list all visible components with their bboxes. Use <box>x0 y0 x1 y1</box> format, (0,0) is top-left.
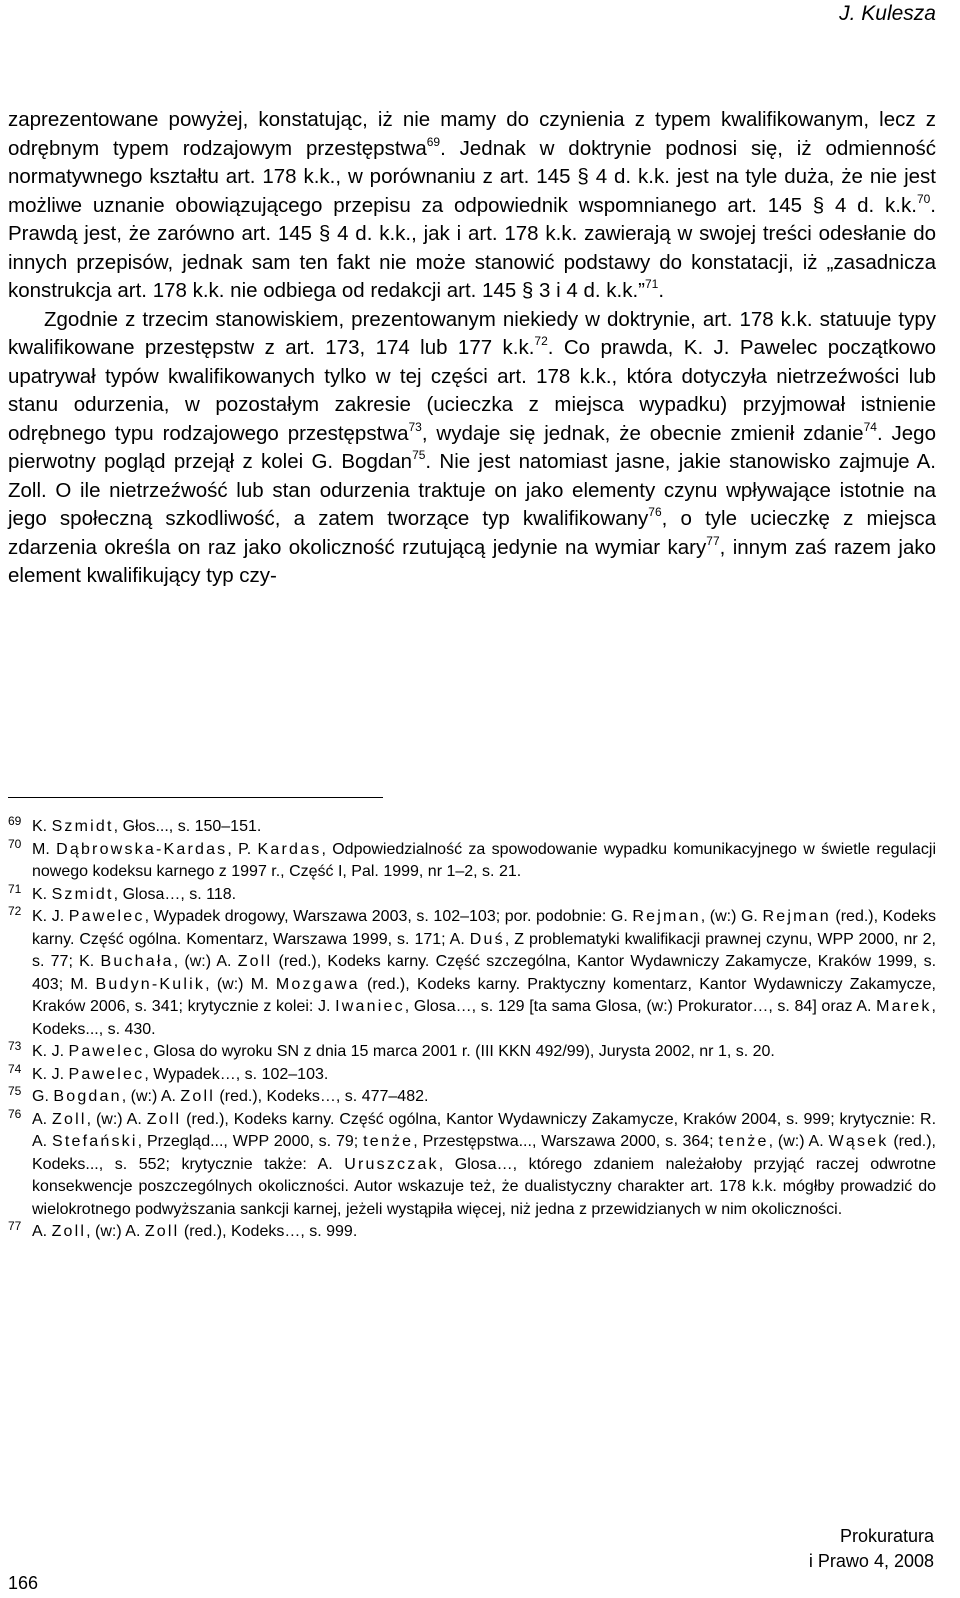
journal-title <box>809 1524 934 1574</box>
footnote-ref-72[interactable]: 72 <box>534 334 548 348</box>
paragraph-2: Zgodnie z trzecim stanowiskiem, prezentowanym niekiedy w doktrynie, art. 178 k.k. statuuje typy kwalifikowane przestępstw z art. 173, 174 lub 177 k.k.$^{72}$. Co prawda, K. J. Pawelec początkowo upatrywał typów kwalifikowanych tylko w tej części art. 178 k.k., która dotyczyła nietrzeźwości lub stanu odurzenia, w pozostałym zakresie (ucieczka z miejsca wypadku) przyjmował istnienie odrębnego typu rodzajowego przestępstwa$^{73}$, wydaje się jednak, że obecnie zmienił zdanie$^{74}$. Jego pierwotny pogląd przejął z kolei G. Bogdan$^{75}$. Nie jest natomiast jasne, jakie stanowisko zajmuje A. Zoll. O ile nietrzeźwość lub stan odurzenia traktuje on jako elementy czynu wpływające istotnie na jego społeczną szkodliwość, a zatem tworzące typ kwalifikowany$^{76}$, o tyle ucieczkę z miejsca zdarzenia określa on raz jako okoliczność rzutującą jedynie na wymiar kary$^{77}$, innym zaś razem jako element kwalifikujący typ czy- <box>8 307 937 587</box>
footnote-ref-71[interactable]: 71 <box>644 277 659 291</box>
footnote-number: 77 <box>8 1219 22 1233</box>
footnote-77: 77 A. Zoll, (w:) A. Zoll (red.), Kodeks…, s. 999. <box>8 1221 936 1244</box>
footnote-number: 71 <box>8 881 22 896</box>
footnote-separator <box>8 797 383 798</box>
journal-name: Prokuratura <box>839 1526 934 1546</box>
footnote-73: 73 K. J. Pawelec, Glosa do wyroku SN z dnia 15 marca 2001 r. (III KKN 492/99), Jurysta 2002, nr 1, s. 20. <box>8 1041 936 1064</box>
footnote-ref-76[interactable]: 76 <box>648 505 662 519</box>
footnote-ref-70[interactable]: 70 <box>916 191 931 206</box>
footnote-number: 76 <box>8 1106 22 1121</box>
footnote-75: 75 G. Bogdan, (w:) A. Zoll (red.), Kodeks…, s. 477–482. <box>8 1086 936 1109</box>
main-text <box>8 106 936 591</box>
footnote-number: 74 <box>8 1061 22 1076</box>
footnote-number: 69 <box>8 814 22 828</box>
footnote-71: 71 K. Szmidt, Glosa…, s. 118. <box>8 884 936 907</box>
footnote-ref-73[interactable]: 73 <box>408 419 422 434</box>
footnote-number: 75 <box>8 1084 22 1098</box>
footnote-ref-74[interactable]: 74 <box>863 419 877 434</box>
footnote-76: 76 A. Zoll, (w:) A. Zoll (red.), Kodeks karny. Część ogólna, Kantor Wydawniczy Zakamycze, Kraków 2004, s. 999; krytycznie: R. A. Stefański, Przegląd..., WPP 2000, s. 79; tenże, Przestępstwa..., Warszawa 2000, s. 364; tenże, (w:) A. Wąsek (red.), Kodeks..., s. 552; krytycznie także: A. Uruszczak, Glosa…, którego zdaniem należałoby przyjąć raczej odwrotne konsekwencje poszczególnych okoliczności. Autor wskazuje też, że dualistyczny charakter art. 178 k.k. mógłby prowadzić do wielokrotnego podwyższania sankcji karnej, jeżeli wystąpiła więcej, niż jedna z przewidzianych w nim okoliczności. <box>8 1109 936 1222</box>
running-head-author: J. Kulesza <box>839 2 936 25</box>
footnote-69: 69 K. Szmidt, Głos..., s. 150–151. <box>8 816 936 839</box>
footnote-70: 70 M. Dąbrowska-Kardas, P. Kardas, Odpowiedzialność za spowodowanie wypadku komunikacyjnego w świetle regulacji nowego kodeksu karnego z 1997 r., Część I, Pal. 1999, nr 1–2, s. 21. <box>8 839 936 884</box>
footnote-number: 73 <box>8 1039 22 1053</box>
paragraph-1: zaprezentowane powyżej, konstatując, iż nie mamy do czynienia z typem kwalifikowanym, lecz z odrębnym typem rodzajowym przestępstwa$^{69}$. Jednak w doktrynie podnosi się, iż odmienność normatywnego kształtu art. 178 k.k., w porównaniu z art. 145 § 4 d. k.k. jest na tyle duża, że nie jest możliwe uznanie obowiązującego przepisu za odpowiednik wspomnianego art. 145 § 4 d. k.k.$^{70}$. Prawdą jest, że zarówno art. 145 § 4 d. k.k., jak i art. 178 k.k. zawierają w swojej treści odesłanie do innych przepisów, jednak sam ten fakt nie może stanowić podstawy do konstatacji, iż „zasadnicza konstrukcja art. 178 k.k. nie odbiega od redakcji art. 145 § 3 i 4 d. k.k.”$^{71}$. <box>8 108 936 302</box>
footnote-number: 70 <box>8 836 22 851</box>
footnote-number: 72 <box>8 904 22 918</box>
footnote-ref-77[interactable]: 77 <box>706 533 720 548</box>
footnotes <box>8 816 936 1244</box>
footnote-72: 72 K. J. Pawelec, Wypadek drogowy, Warszawa 2003, s. 102–103; por. podobnie: G. Rejman, (w:) G. Rejman (red.), Kodeks karny. Część ogólna. Komentarz, Warszawa 1999, s. 171; A. Duś, Z problematyki kwalifikacji prawnej czynu, WPP 2000, nr 2, s. 77; K. Buchała, (w:) A. Zoll (red.), Kodeks karny. Część szczególna, Kantor Wydawniczy Zakamycze, Kraków 1999, s. 403; M. Budyn-Kulik, (w:) M. Mozgawa (red.), Kodeks karny. Praktyczny komentarz, Kantor Wydawniczy Zakamycze, Kraków 2006, s. 341; krytycznie z kolei: J. Iwaniec, Glosa…, s. 129 [ta sama Glosa, (w:) Prokurator…, s. 84] oraz A. Marek, Kodeks..., s. 430. <box>8 906 936 1041</box>
page-number: 166 <box>8 1573 39 1593</box>
footnote-ref-69[interactable]: 69 <box>426 134 441 149</box>
journal-issue: i Prawo 4, 2008 <box>808 1551 934 1571</box>
footnote-ref-75[interactable]: 75 <box>412 448 426 462</box>
footnote-74: 74 K. J. Pawelec, Wypadek…, s. 102–103. <box>8 1064 936 1087</box>
